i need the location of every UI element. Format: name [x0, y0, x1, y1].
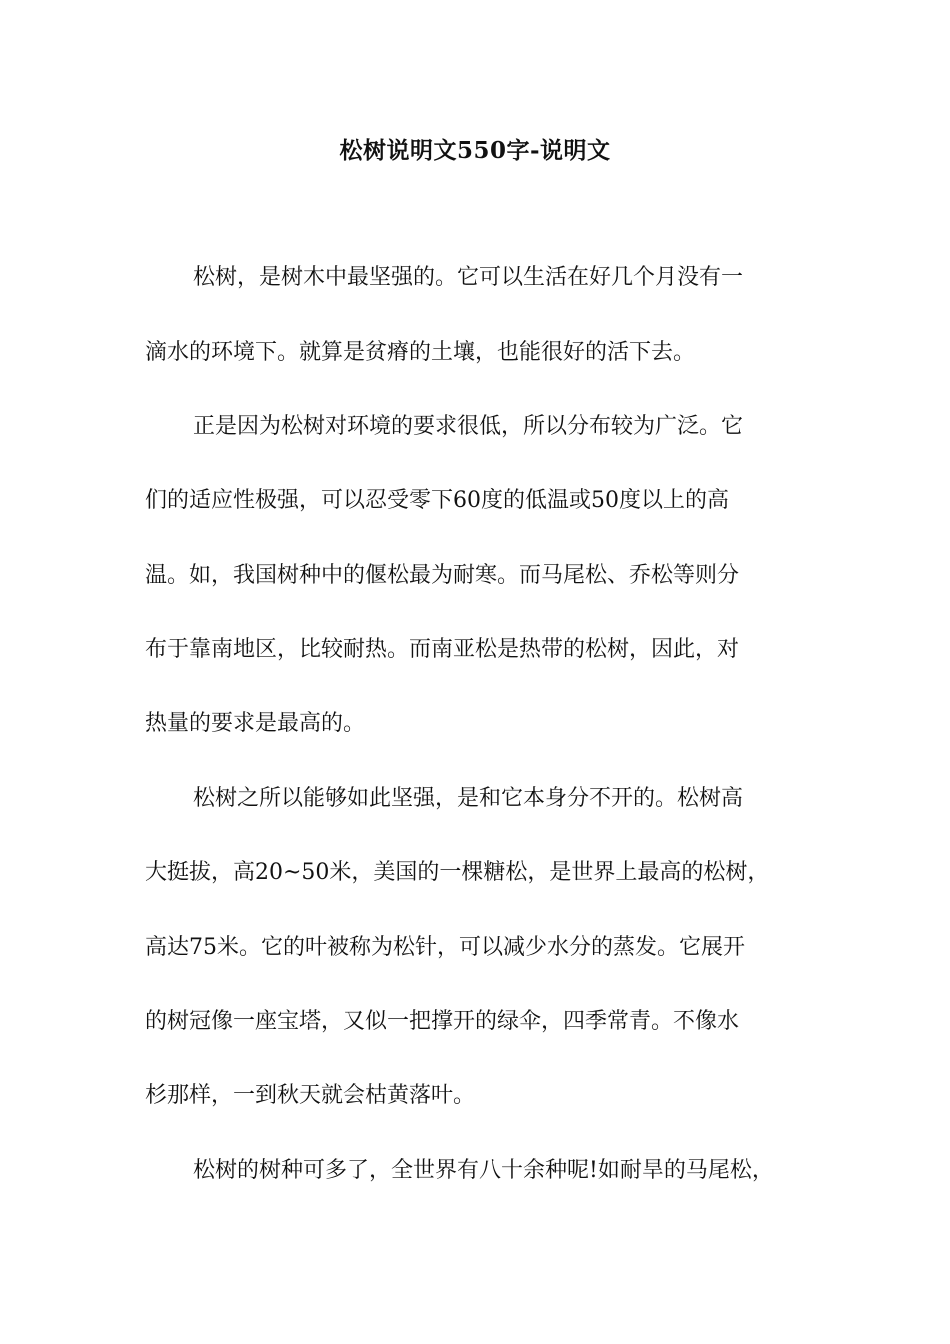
- paragraph-2-line-5: 热量的要求是最高的。: [145, 711, 366, 736]
- paragraph-2-line-4: 布于靠南地区，比较耐热。而南亚松是热带的松树，因此，对: [145, 637, 740, 662]
- paragraph-3-line-4: 的树冠像一座宝塔，又似一把撑开的绿伞，四季常青。不像水: [145, 1009, 740, 1034]
- paragraph-3-line-1: 松树之所以能够如此坚强，是和它本身分不开的。松树高: [193, 786, 744, 811]
- paragraph-1-line-2: 滴水的环境下。就算是贫瘠的土壤，也能很好的活下去。: [145, 340, 696, 365]
- paragraph-2-line-3: 温。如，我国树种中的偃松最为耐寒。而马尾松、乔松等则分: [145, 563, 740, 588]
- paragraph-1-line-1: 松树，是树木中最坚强的。它可以生活在好几个月没有一: [193, 265, 744, 290]
- paragraph-2-line-1: 正是因为松树对环境的要求很低，所以分布较为广泛。它: [193, 414, 744, 439]
- document-title: 松树说明文550字-说明文: [339, 137, 611, 164]
- paragraph-4-line-1: 松树的树种可多了，全世界有八十余种呢!如耐旱的马尾松，: [193, 1158, 774, 1183]
- paragraph-2-line-2: 们的适应性极强，可以忍受零下60度的低温或50度以上的高: [145, 488, 729, 513]
- paragraph-3-line-2: 大挺拔，高20~50米，美国的一棵糖松，是世界上最高的松树，: [145, 860, 770, 885]
- paragraph-3-line-3: 高达75米。它的叶被称为松针，可以减少水分的蒸发。它展开: [145, 935, 745, 960]
- paragraph-3-line-5: 杉那样，一到秋天就会枯黄落叶。: [145, 1083, 476, 1108]
